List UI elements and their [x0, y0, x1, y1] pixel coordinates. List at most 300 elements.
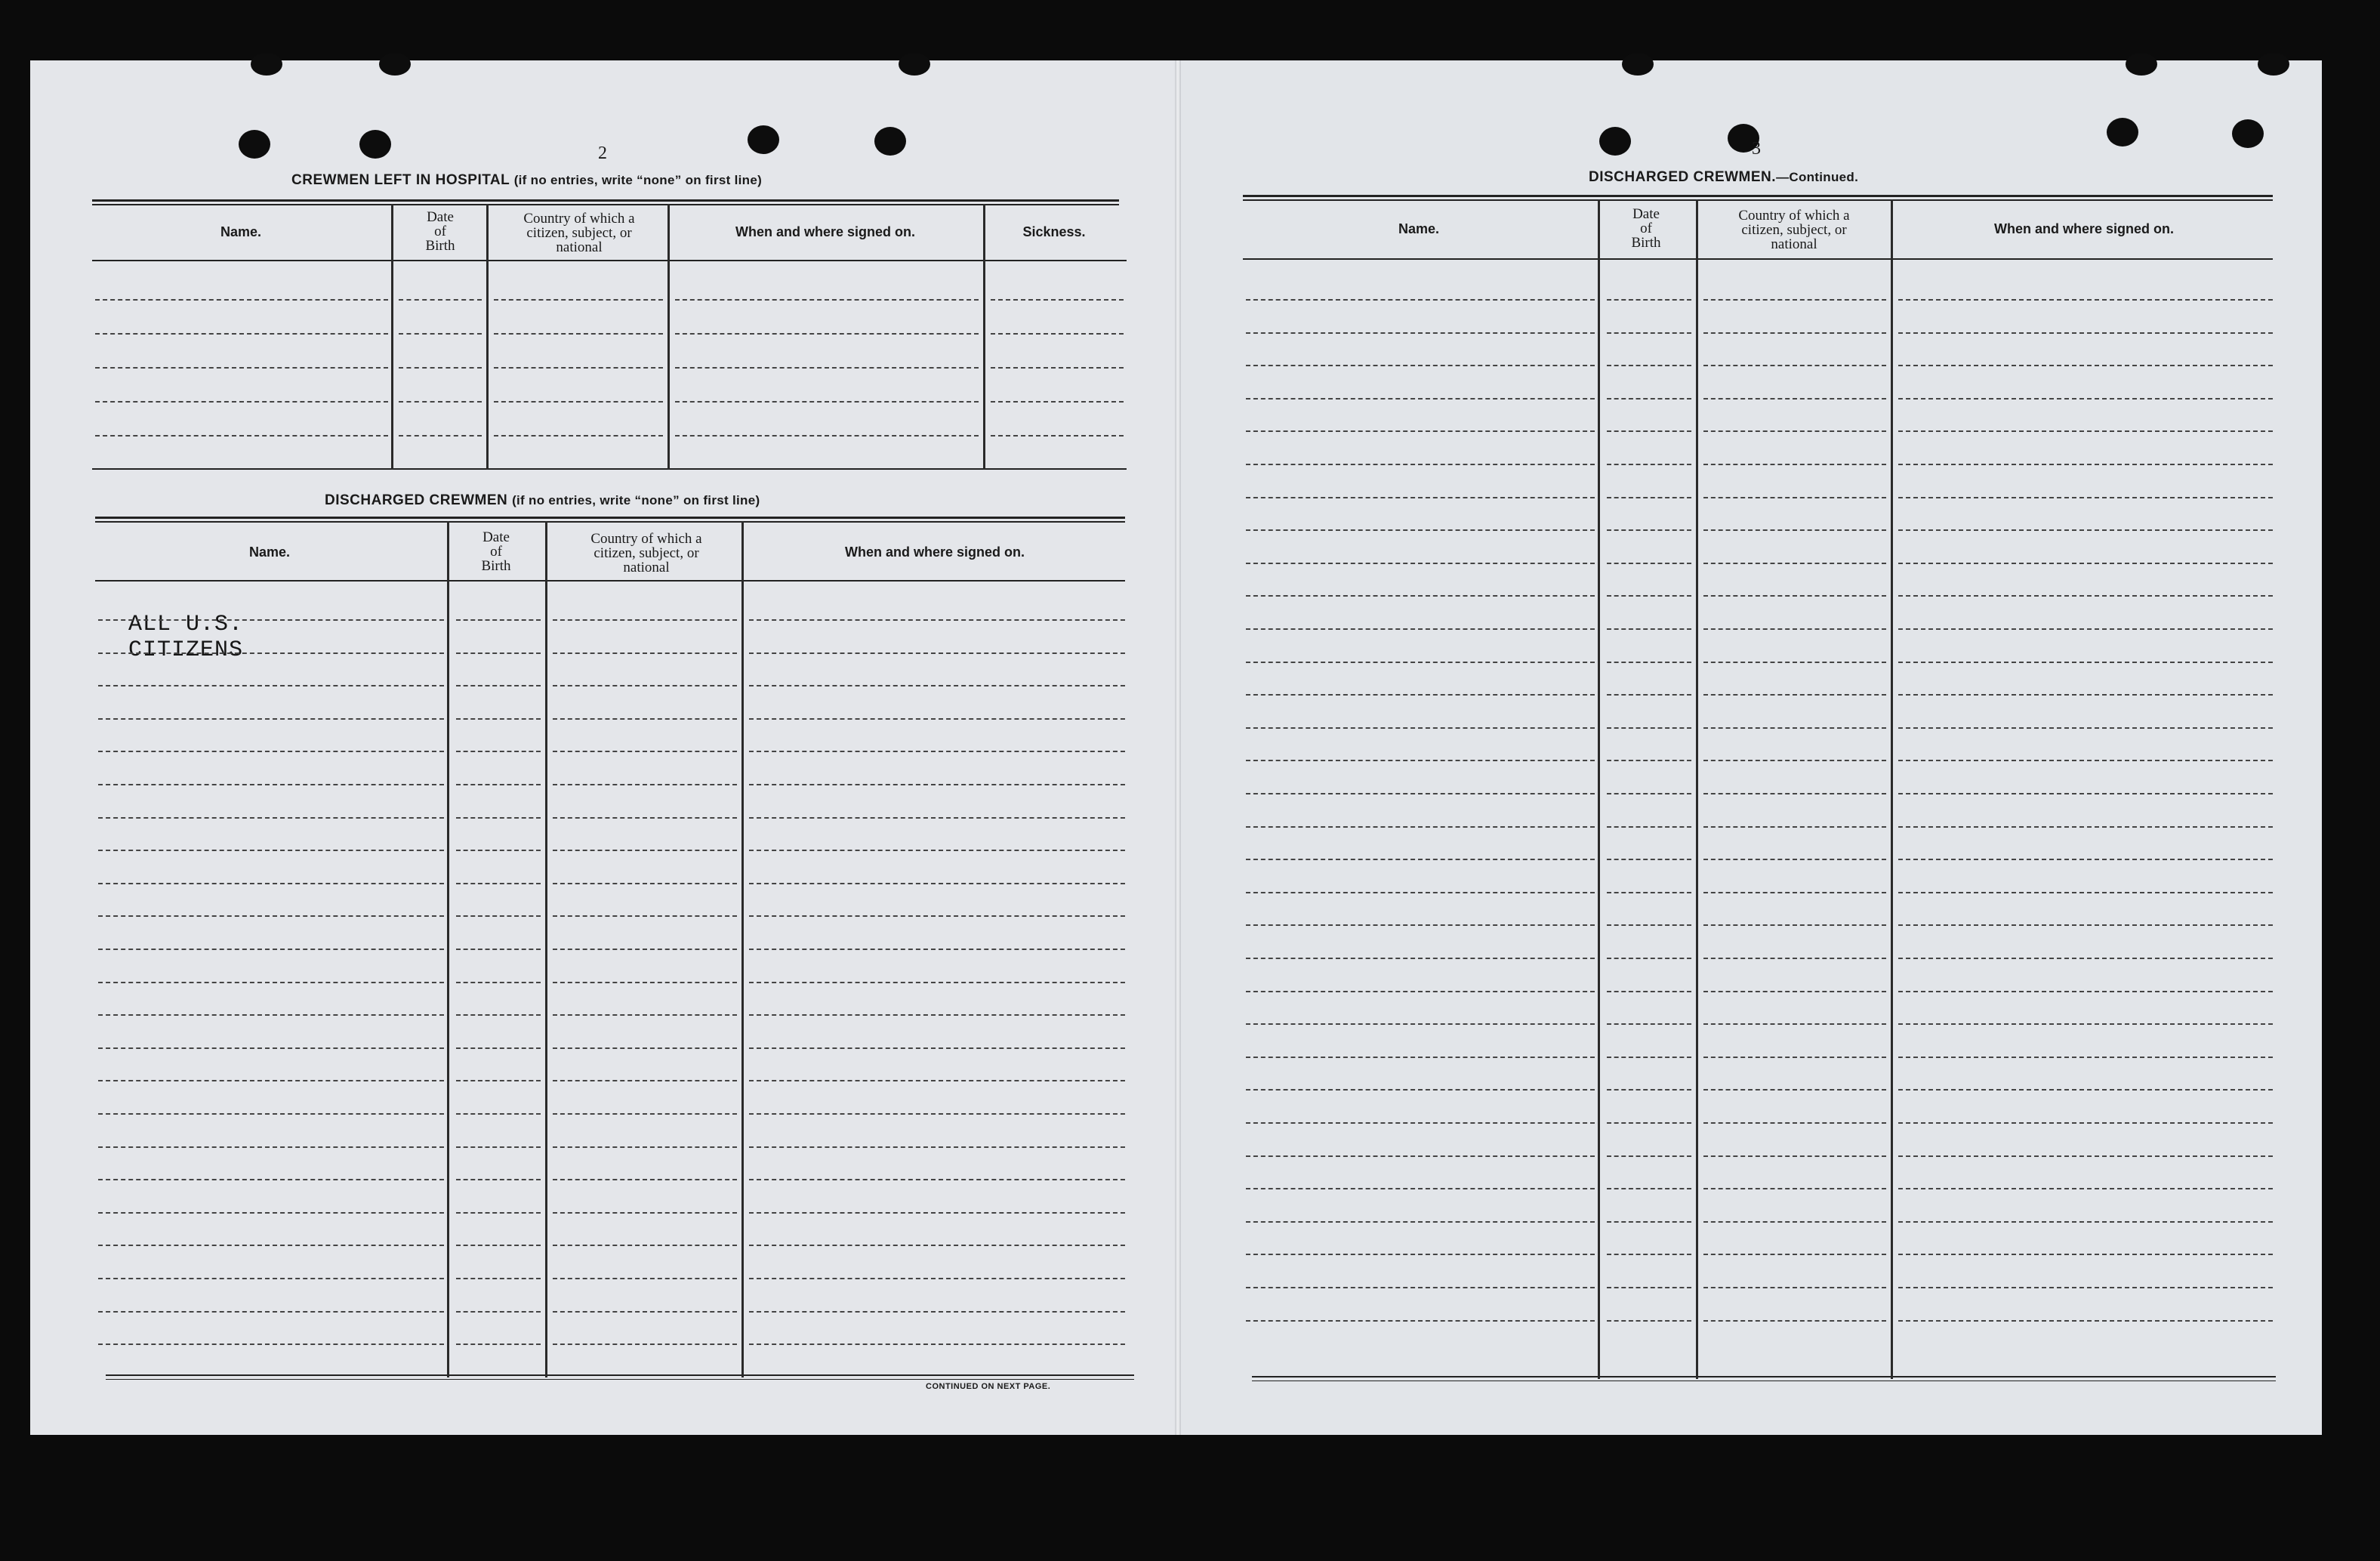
column-header-name: Name.	[220, 224, 262, 239]
entry-line	[1246, 1221, 1595, 1223]
entry-line	[1898, 1122, 2273, 1124]
entry-line	[1703, 464, 1886, 465]
column-header-date-of-birth: Date of Birth	[425, 209, 455, 254]
entry-line	[675, 333, 979, 335]
entry-line	[98, 718, 444, 720]
entry-line	[749, 1344, 1125, 1345]
page-fold	[1175, 60, 1181, 1435]
entry-line	[1607, 464, 1691, 465]
entry-line	[1607, 793, 1691, 794]
entry-line	[1607, 1057, 1691, 1058]
entry-line	[1898, 628, 2273, 630]
entry-line	[1246, 299, 1595, 301]
entry-line	[553, 1212, 737, 1214]
punch-hole	[2107, 118, 2138, 147]
entry-line	[1898, 595, 2273, 597]
entry-line	[1703, 760, 1886, 761]
entry-line	[1703, 595, 1886, 597]
entry-line	[1246, 760, 1595, 761]
punch-hole	[2258, 53, 2289, 76]
entry-line	[1246, 628, 1595, 630]
entry-line	[1607, 332, 1691, 334]
header-bottom-rule	[1243, 258, 2273, 260]
entry-line	[1898, 365, 2273, 366]
entry-line	[98, 1344, 444, 1345]
entry-line	[1898, 662, 2273, 663]
entry-line	[749, 982, 1125, 983]
entry-line	[1607, 760, 1691, 761]
entry-line	[1703, 694, 1886, 696]
entry-line	[749, 1146, 1125, 1148]
entry-line	[1246, 826, 1595, 828]
discharged-continued-title	[1589, 169, 1858, 186]
entry-line	[98, 850, 444, 851]
typed-entry-name: ALL U.S. CITIZENS	[128, 612, 244, 663]
entry-line	[1703, 793, 1886, 794]
entry-line	[749, 1311, 1125, 1313]
table-top-rule	[95, 517, 1125, 519]
entry-line	[1703, 398, 1886, 400]
column-header-country: Country of which a citizen, subject, or national	[523, 211, 635, 255]
entry-line	[399, 401, 482, 403]
entry-line	[1607, 1155, 1691, 1157]
entry-line	[553, 915, 737, 917]
entry-line	[1246, 1057, 1595, 1058]
entry-line	[456, 1146, 541, 1148]
entry-line	[98, 1278, 444, 1279]
column-divider	[545, 521, 547, 1377]
entry-line	[1703, 958, 1886, 959]
entry-line	[991, 401, 1124, 403]
entry-line	[1246, 365, 1595, 366]
entry-line	[991, 435, 1124, 437]
entry-line	[1246, 991, 1595, 992]
entry-line	[1246, 464, 1595, 465]
entry-line	[991, 333, 1124, 335]
entry-line	[456, 784, 541, 785]
entry-line	[1607, 430, 1691, 432]
entry-line	[553, 685, 737, 686]
entry-line	[1246, 595, 1595, 597]
entry-line	[553, 1146, 737, 1148]
entry-line	[1898, 1287, 2273, 1288]
right-page	[1178, 60, 2322, 1435]
entry-line	[456, 1311, 541, 1313]
entry-line	[1246, 1122, 1595, 1124]
entry-line	[1898, 694, 2273, 696]
entry-line	[456, 1179, 541, 1180]
entry-line	[1703, 299, 1886, 301]
entry-line	[1898, 1023, 2273, 1025]
column-header-date-of-birth: Date of Birth	[1631, 206, 1661, 251]
table-top-rule	[1243, 195, 2273, 197]
entry-line	[1246, 1254, 1595, 1255]
column-header-name: Name.	[248, 544, 291, 560]
entry-line	[98, 1179, 444, 1180]
entry-line	[1703, 497, 1886, 498]
entry-line	[95, 435, 388, 437]
column-header-name: Name.	[1398, 221, 1440, 236]
entry-line	[98, 751, 444, 752]
entry-line	[1607, 694, 1691, 696]
entry-line	[1898, 991, 2273, 992]
entry-line	[749, 751, 1125, 752]
entry-line	[1703, 991, 1886, 992]
entry-line	[1898, 760, 2273, 761]
entry-line	[1607, 892, 1691, 893]
table-bottom-rule	[92, 468, 1127, 470]
entry-line	[494, 299, 663, 301]
entry-line	[553, 1311, 737, 1313]
entry-line	[553, 751, 737, 752]
entry-line	[494, 401, 663, 403]
entry-line	[456, 949, 541, 950]
entry-line	[1898, 1188, 2273, 1189]
entry-line	[1898, 529, 2273, 531]
column-divider	[1696, 199, 1698, 1379]
entry-line	[494, 333, 663, 335]
entry-line	[456, 1245, 541, 1246]
entry-line	[95, 333, 388, 335]
table-bottom-rule	[1252, 1376, 2276, 1377]
entry-line	[1246, 1188, 1595, 1189]
entry-line	[1607, 1221, 1691, 1223]
column-divider	[447, 521, 449, 1377]
column-divider	[1598, 199, 1600, 1379]
entry-line	[1246, 1023, 1595, 1025]
entry-line	[1703, 859, 1886, 860]
entry-line	[1898, 497, 2273, 498]
column-divider	[1891, 199, 1893, 1379]
entry-line	[456, 685, 541, 686]
punch-hole	[1599, 127, 1631, 156]
entry-line	[1898, 1221, 2273, 1223]
entry-line	[749, 1113, 1125, 1115]
punch-hole	[899, 53, 930, 76]
entry-line	[553, 1113, 737, 1115]
column-divider	[983, 204, 985, 470]
entry-line	[1607, 958, 1691, 959]
entry-line	[1703, 662, 1886, 663]
entry-line	[553, 850, 737, 851]
entry-line	[1703, 1155, 1886, 1157]
discharged-section-title	[325, 492, 760, 509]
discharged-title-text: DISCHARGED CREWMEN	[325, 492, 508, 508]
table-bottom-rule	[106, 1374, 1134, 1376]
entry-line	[1246, 1089, 1595, 1091]
punch-hole	[2126, 53, 2157, 76]
entry-line	[1898, 958, 2273, 959]
entry-line	[1703, 563, 1886, 564]
column-header-date-of-birth: Date of Birth	[481, 529, 511, 574]
entry-line	[1703, 924, 1886, 926]
punch-hole	[379, 53, 411, 76]
entry-line	[553, 1245, 737, 1246]
hospital-instruction: (if no entries, write “none” on first line)	[513, 173, 763, 187]
entry-line	[456, 817, 541, 819]
entry-line	[98, 1311, 444, 1313]
entry-line	[749, 883, 1125, 884]
entry-line	[1703, 365, 1886, 366]
hospital-title-text: CREWMEN LEFT IN HOSPITAL	[291, 172, 510, 188]
entry-line	[1898, 1057, 2273, 1058]
entry-line	[749, 1245, 1125, 1246]
entry-line	[553, 1179, 737, 1180]
entry-line	[1246, 662, 1595, 663]
punch-hole	[748, 125, 779, 154]
entry-line	[399, 435, 482, 437]
column-header-country: Country of which a citizen, subject, or national	[590, 531, 702, 575]
entry-line	[98, 685, 444, 686]
entry-line	[98, 1014, 444, 1016]
entry-line	[1898, 563, 2273, 564]
entry-line	[991, 367, 1124, 369]
entry-line	[1607, 1089, 1691, 1091]
entry-line	[553, 817, 737, 819]
entry-line	[1607, 628, 1691, 630]
entry-line	[1703, 1122, 1886, 1124]
entry-line	[1703, 1023, 1886, 1025]
entry-line	[1246, 924, 1595, 926]
entry-line	[1703, 1089, 1886, 1091]
entry-line	[1246, 430, 1595, 432]
entry-line	[1703, 332, 1886, 334]
entry-line	[1898, 299, 2273, 301]
entry-line	[1898, 859, 2273, 860]
entry-line	[98, 1245, 444, 1246]
entry-line	[1898, 1089, 2273, 1091]
entry-line	[749, 1278, 1125, 1279]
entry-line	[1607, 497, 1691, 498]
column-header-sickness: Sickness.	[1022, 224, 1086, 239]
entry-line	[1246, 563, 1595, 564]
entry-line	[1703, 628, 1886, 630]
entry-line	[1246, 497, 1595, 498]
discharged-instruction: (if no entries, write “none” on first line)	[512, 493, 760, 507]
entry-line	[553, 1344, 737, 1345]
entry-line	[675, 299, 979, 301]
column-header-signed-on: When and where signed on.	[844, 544, 1025, 560]
entry-line	[399, 333, 482, 335]
entry-line	[749, 915, 1125, 917]
entry-line	[1898, 464, 2273, 465]
entry-line	[1246, 694, 1595, 696]
entry-line	[456, 619, 541, 621]
entry-line	[1703, 1221, 1886, 1223]
entry-line	[1246, 398, 1595, 400]
column-divider	[391, 204, 393, 470]
entry-line	[1246, 958, 1595, 959]
entry-line	[456, 652, 541, 654]
entry-line	[1246, 1287, 1595, 1288]
entry-line	[98, 982, 444, 983]
entry-line	[1703, 1320, 1886, 1322]
entry-line	[1898, 727, 2273, 729]
entry-line	[456, 883, 541, 884]
entry-line	[98, 784, 444, 785]
left-page	[30, 60, 1182, 1435]
entry-line	[553, 1014, 737, 1016]
punch-hole	[2232, 119, 2264, 148]
column-divider	[667, 204, 670, 470]
entry-line	[1703, 1057, 1886, 1058]
entry-line	[98, 949, 444, 950]
table-top-rule	[95, 521, 1125, 523]
entry-line	[1246, 859, 1595, 860]
entry-line	[456, 1212, 541, 1214]
table-top-rule	[92, 204, 1119, 205]
entry-line	[1898, 332, 2273, 334]
entry-line	[98, 1047, 444, 1049]
entry-line	[1607, 1254, 1691, 1255]
entry-line	[1898, 892, 2273, 893]
entry-line	[675, 401, 979, 403]
entry-line	[98, 1146, 444, 1148]
entry-line	[456, 1047, 541, 1049]
entry-line	[95, 299, 388, 301]
entry-line	[1703, 1188, 1886, 1189]
entry-line	[749, 1179, 1125, 1180]
entry-line	[1246, 892, 1595, 893]
entry-line	[1607, 924, 1691, 926]
entry-line	[98, 817, 444, 819]
entry-line	[456, 982, 541, 983]
continued-note: CONTINUED ON NEXT PAGE.	[926, 1382, 1051, 1391]
entry-line	[456, 1344, 541, 1345]
table-top-rule	[92, 199, 1119, 202]
entry-line	[749, 1212, 1125, 1214]
entry-line	[1898, 826, 2273, 828]
entry-line	[95, 367, 388, 369]
entry-line	[1246, 727, 1595, 729]
hospital-section-title	[291, 172, 762, 189]
continued-suffix: —Continued.	[1776, 170, 1859, 184]
entry-line	[1607, 991, 1691, 992]
entry-line	[456, 915, 541, 917]
entry-line	[1898, 924, 2273, 926]
header-bottom-rule	[92, 260, 1127, 261]
discharged-continued-title-text: DISCHARGED CREWMEN.	[1589, 169, 1777, 185]
entry-line	[1703, 529, 1886, 531]
entry-line	[553, 619, 737, 621]
entry-line	[749, 619, 1125, 621]
punch-hole	[251, 53, 282, 76]
header-bottom-rule	[95, 580, 1125, 582]
entry-line	[553, 718, 737, 720]
entry-line	[749, 652, 1125, 654]
entry-line	[1703, 430, 1886, 432]
punch-hole	[359, 130, 391, 159]
entry-line	[98, 1113, 444, 1115]
entry-line	[749, 949, 1125, 950]
entry-line	[749, 1047, 1125, 1049]
entry-line	[399, 299, 482, 301]
punch-hole	[874, 127, 906, 156]
entry-line	[1703, 1287, 1886, 1288]
entry-line	[675, 367, 979, 369]
entry-line	[95, 401, 388, 403]
entry-line	[675, 435, 979, 437]
column-header-country: Country of which a citizen, subject, or national	[1738, 208, 1850, 252]
table-top-rule	[1243, 199, 2273, 201]
entry-line	[553, 784, 737, 785]
entry-line	[1246, 1155, 1595, 1157]
entry-line	[1607, 563, 1691, 564]
entry-line	[1703, 727, 1886, 729]
column-divider	[486, 204, 489, 470]
entry-line	[1607, 365, 1691, 366]
entry-line	[1607, 1023, 1691, 1025]
entry-line	[1703, 826, 1886, 828]
entry-line	[1898, 430, 2273, 432]
entry-line	[456, 1113, 541, 1115]
entry-line	[1607, 727, 1691, 729]
entry-line	[98, 915, 444, 917]
entry-line	[1898, 1155, 2273, 1157]
entry-line	[1607, 662, 1691, 663]
entry-line	[1607, 1188, 1691, 1189]
entry-line	[553, 1080, 737, 1081]
column-divider	[741, 521, 744, 1377]
entry-line	[1607, 1320, 1691, 1322]
entry-line	[1898, 398, 2273, 400]
entry-line	[991, 299, 1124, 301]
column-header-signed-on: When and where signed on.	[1993, 221, 2175, 236]
entry-line	[1246, 793, 1595, 794]
entry-line	[1703, 1254, 1886, 1255]
entry-line	[553, 1278, 737, 1279]
entry-line	[98, 1212, 444, 1214]
entry-line	[749, 784, 1125, 785]
punch-hole	[1622, 53, 1654, 76]
entry-line	[98, 1080, 444, 1081]
entry-line	[456, 850, 541, 851]
entry-line	[494, 435, 663, 437]
entry-line	[1607, 1122, 1691, 1124]
entry-line	[749, 817, 1125, 819]
entry-line	[553, 949, 737, 950]
entry-line	[1607, 859, 1691, 860]
entry-line	[1246, 1320, 1595, 1322]
entry-line	[1607, 1287, 1691, 1288]
entry-line	[1898, 1254, 2273, 1255]
entry-line	[98, 619, 444, 621]
entry-line	[456, 718, 541, 720]
entry-line	[553, 1047, 737, 1049]
page-number: 3	[1752, 139, 1761, 159]
entry-line	[399, 367, 482, 369]
entry-line	[98, 883, 444, 884]
entry-line	[456, 1014, 541, 1016]
entry-line	[553, 652, 737, 654]
entry-line	[1703, 892, 1886, 893]
entry-line	[749, 1014, 1125, 1016]
entry-line	[1607, 398, 1691, 400]
entry-line	[1607, 529, 1691, 531]
entry-line	[1898, 793, 2273, 794]
entry-line	[553, 982, 737, 983]
entry-line	[456, 1278, 541, 1279]
entry-line	[1246, 529, 1595, 531]
entry-line	[553, 883, 737, 884]
entry-line	[1607, 826, 1691, 828]
entry-line	[749, 1080, 1125, 1081]
entry-line	[1246, 332, 1595, 334]
entry-line	[749, 850, 1125, 851]
entry-line	[1607, 595, 1691, 597]
column-header-signed-on: When and where signed on.	[735, 224, 916, 239]
entry-line	[456, 1080, 541, 1081]
